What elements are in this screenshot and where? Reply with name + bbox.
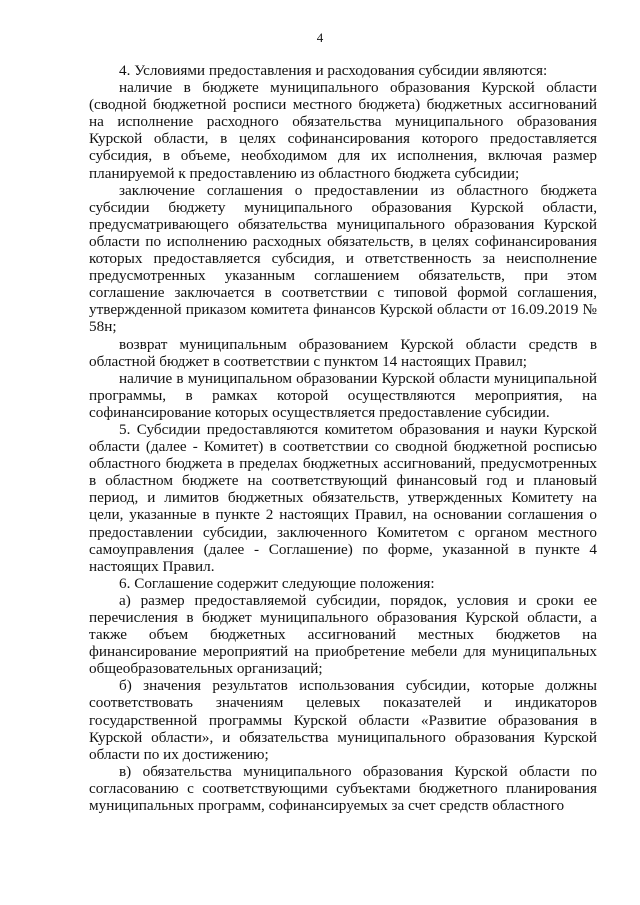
document-body xyxy=(89,62,597,814)
paragraph-agreement-conclusion: заключение соглашения о предоставлении из областного бюджета субсидии бюджету муниципального образования Курской области, предусматривающего обязательства муниципального образования Курской области по исполнению расходных обязательств, в целях софинансирования которых предоставляется субсидия, и ответственность за неисполнение предусмотренных указанным соглашением обязательств, при этом соглашение заключается в соответствии с типовой формой соглашения, утвержденной приказом комитета финансов Курской области от 16.09.2019 № 58н; xyxy=(89,181,597,336)
paragraph-6-title: 6. Соглашение содержит следующие положения: xyxy=(119,574,435,592)
paragraph-6v: в) обязательства муниципального образования Курской области по согласованию с соответствующими субъектами бюджетного планирования муниципальных программ, софинансируемых за счет средств областного xyxy=(89,762,597,815)
paragraph-6a: а) размер предоставляемой субсидии, порядок, условия и сроки ее перечисления в бюджет муниципального образования Курской области, а также объем бюджетных ассигнований местных бюджетов на финансирование мероприятий на приобретение мебели для муниципальных общеобразовательных организаций; xyxy=(89,591,597,678)
paragraph-refund: возврат муниципальным образованием Курской области средств в областной бюджет в соответствии с пунктом 14 настоящих Правил; xyxy=(89,335,597,370)
paragraph-6b: б) значения результатов использования субсидии, которые должны соответствовать значениям целевых показателей и индикаторов государственной программы Курской области «Развитие образования в Курской области», и обязательства муниципального образования Курской области по их достижению; xyxy=(89,677,597,763)
paragraph-5: 5. Субсидии предоставляются комитетом образования и науки Курской области (далее - Комитет) в соответствии со сводной бюджетной росписью областного бюджета в пределах бюджетных ассигнований, предусмотренных в областном бюджете на соответствующий финансовый год и плановый период, и лимитов бюджетных обязательств, утвержденных Комитету на цели, указанные в пункте 2 настоящих Правил, на основании соглашения о предоставлении субсидии, заключенного Комитетом с органом местного самоуправления (далее - Соглашение) по форме, указанной в пункте 4 настоящих Правил. xyxy=(89,420,597,575)
paragraph-municipal-program: наличие в муниципальном образовании Курской области муниципальной программы, в рамках которой осуществляются мероприятия, на софинансирование которых осуществляется предоставление субсидии. xyxy=(89,369,597,421)
paragraph-budget-availability: наличие в бюджете муниципального образования Курской области (сводной бюджетной росписи местного бюджета) бюджетных ассигнований на исполнение расходного обязательства муниципального образования Курской области, в целях софинансирования которого предоставляется субсидия, в объеме, необходимом для их исполнения, включая размер планируемой к предоставлению из областного бюджета субсидии; xyxy=(89,79,597,182)
paragraph-4-title: 4. Условиями предоставления и расходования субсидии являются: xyxy=(119,62,548,79)
page-number: 4 xyxy=(316,30,324,45)
